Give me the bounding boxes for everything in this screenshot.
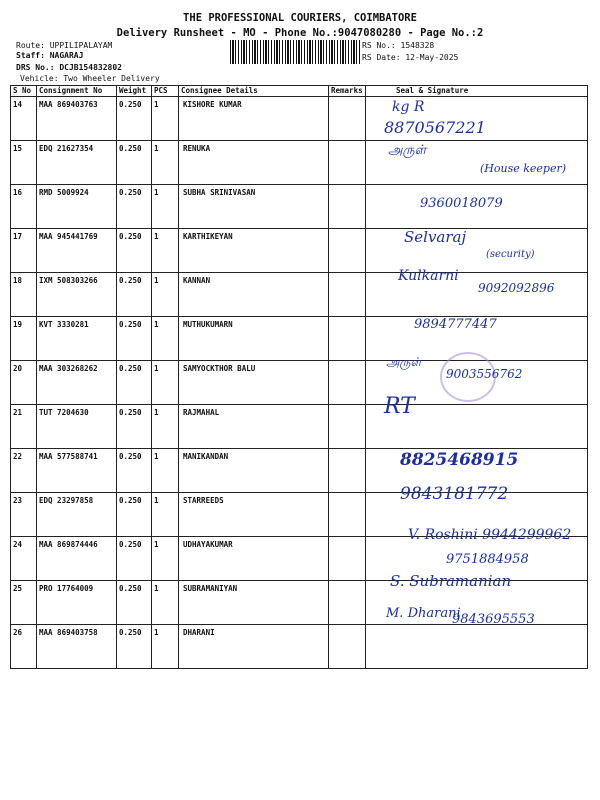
row-consignee: MUTHUKUMARN	[179, 317, 329, 361]
row-weight: 0.250	[117, 361, 152, 405]
row-sno: 25	[11, 581, 37, 625]
row-remarks	[329, 97, 366, 141]
staff: Staff: NAGARAJ	[16, 51, 84, 60]
signature-mark: அருள்	[386, 355, 422, 369]
row-sno: 20	[11, 361, 37, 405]
row-remarks	[329, 361, 366, 405]
col-weight: Weight	[117, 86, 152, 97]
row-consignment-no: MAA 577588741	[37, 449, 117, 493]
row-consignee: MANIKANDAN	[179, 449, 329, 493]
row-sno: 17	[11, 229, 37, 273]
row-remarks	[329, 229, 366, 273]
row-pcs: 1	[152, 317, 179, 361]
row-consignee: RAJMAHAL	[179, 405, 329, 449]
row-consignment-no: EDQ 21627354	[37, 141, 117, 185]
row-sno: 24	[11, 537, 37, 581]
signature-name: S. Subramanian	[390, 572, 512, 590]
row-weight: 0.250	[117, 493, 152, 537]
row-consignee: KANNAN	[179, 273, 329, 317]
signature-phone: 8870567221	[384, 118, 486, 137]
row-consignee: UDHAYAKUMAR	[179, 537, 329, 581]
row-signature-cell	[366, 229, 588, 273]
row-consignment-no: TUT 7204630	[37, 405, 117, 449]
row-sno: 22	[11, 449, 37, 493]
row-consignment-no: MAA 869874446	[37, 537, 117, 581]
row-sno: 23	[11, 493, 37, 537]
row-remarks	[329, 449, 366, 493]
signature-phone: 9751884958	[446, 552, 529, 567]
row-weight: 0.250	[117, 581, 152, 625]
drs-number: DRS No.: DCJB154832802	[16, 63, 122, 72]
row-remarks	[329, 537, 366, 581]
row-sno: 21	[11, 405, 37, 449]
row-consignment-no: MAA 869403763	[37, 97, 117, 141]
col-remarks: Remarks	[329, 86, 366, 97]
signature-phone: 8825468915	[400, 450, 519, 470]
row-consignee: SUBRAMANIYAN	[179, 581, 329, 625]
row-pcs: 1	[152, 537, 179, 581]
signature-phone: 9360018079	[420, 196, 503, 211]
row-weight: 0.250	[117, 185, 152, 229]
row-weight: 0.250	[117, 273, 152, 317]
row-sno: 26	[11, 625, 37, 669]
row-consignment-no: MAA 869403758	[37, 625, 117, 669]
row-pcs: 1	[152, 141, 179, 185]
row-sno: 16	[11, 185, 37, 229]
col-consignment: Consignment No	[37, 86, 117, 97]
row-weight: 0.250	[117, 405, 152, 449]
table-row	[11, 625, 588, 669]
row-pcs: 1	[152, 185, 179, 229]
row-consignee: KARTHIKEYAN	[179, 229, 329, 273]
row-pcs: 1	[152, 229, 179, 273]
row-sno: 18	[11, 273, 37, 317]
signature-mark: அருள்	[388, 143, 427, 158]
row-remarks	[329, 141, 366, 185]
company-title: THE PROFESSIONAL COURIERS, COIMBATORE	[183, 12, 417, 24]
row-remarks	[329, 185, 366, 229]
row-pcs: 1	[152, 493, 179, 537]
row-sno: 14	[11, 97, 37, 141]
row-weight: 0.250	[117, 141, 152, 185]
row-remarks	[329, 317, 366, 361]
vehicle: Vehicle: Two Wheeler Delivery	[20, 74, 160, 83]
barcode	[230, 40, 360, 64]
signature-name: M. Dharani	[386, 606, 461, 621]
route: Route: UPPILIPALAYAM	[16, 41, 113, 50]
rs-number: RS No.: 1548328	[362, 41, 435, 50]
row-pcs: 1	[152, 581, 179, 625]
signature-phone: 9894777447	[414, 317, 497, 332]
row-consignment-no: MAA 945441769	[37, 229, 117, 273]
row-consignment-no: EDQ 23297858	[37, 493, 117, 537]
row-remarks	[329, 493, 366, 537]
row-weight: 0.250	[117, 449, 152, 493]
row-weight: 0.250	[117, 229, 152, 273]
table-header-row	[11, 86, 588, 97]
row-consignment-no: RMD 5009924	[37, 185, 117, 229]
signature-mark: RT	[384, 394, 415, 419]
row-pcs: 1	[152, 449, 179, 493]
row-weight: 0.250	[117, 317, 152, 361]
row-remarks	[329, 581, 366, 625]
row-consignment-no: IXM 508303266	[37, 273, 117, 317]
row-consignee: SUBHA SRINIVASAN	[179, 185, 329, 229]
signature-phone: 9843695553	[452, 612, 535, 627]
row-sno: 19	[11, 317, 37, 361]
signature-name: Kulkarni	[398, 268, 459, 284]
row-pcs: 1	[152, 625, 179, 669]
row-pcs: 1	[152, 405, 179, 449]
row-weight: 0.250	[117, 537, 152, 581]
rs-date: RS Date: 12-May-2025	[362, 53, 459, 62]
table-row	[11, 317, 588, 361]
table-row	[11, 97, 588, 141]
row-consignment-no: KVT 3330281	[37, 317, 117, 361]
col-signature: Seal & Signature	[366, 86, 588, 97]
row-consignee: DHARANI	[179, 625, 329, 669]
row-remarks	[329, 625, 366, 669]
signature-note: (House keeper)	[480, 162, 567, 175]
signature-phone: 9843181772	[400, 484, 509, 504]
row-signature-cell	[366, 625, 588, 669]
signature-name: Selvaraj	[404, 228, 467, 246]
col-consignee: Consignee Details	[179, 86, 329, 97]
runsheet-subtitle: Delivery Runsheet - MO - Phone No.:9047080280 - Page No.:2	[116, 27, 484, 39]
signature-mark: kg R	[392, 99, 425, 115]
table-row	[11, 405, 588, 449]
signature-phone: 9092092896	[478, 281, 555, 295]
row-consignee: RENUKA	[179, 141, 329, 185]
row-consignee: KISHORE KUMAR	[179, 97, 329, 141]
row-consignee: STARREEDS	[179, 493, 329, 537]
row-consignee: SAMYOCKTHOR BALU	[179, 361, 329, 405]
row-weight: 0.250	[117, 625, 152, 669]
signature-note: (security)	[486, 249, 535, 260]
row-consignment-no: PRO 17764009	[37, 581, 117, 625]
col-pcs: PCS	[152, 86, 179, 97]
row-consignment-no: MAA 303268262	[37, 361, 117, 405]
signature-phone: 9003556762	[446, 367, 523, 381]
row-sno: 15	[11, 141, 37, 185]
row-weight: 0.250	[117, 97, 152, 141]
row-remarks	[329, 273, 366, 317]
row-pcs: 1	[152, 97, 179, 141]
row-pcs: 1	[152, 361, 179, 405]
col-sno: S No	[11, 86, 37, 97]
row-remarks	[329, 405, 366, 449]
signature-name: V. Roshini 9944299962	[408, 527, 572, 543]
row-pcs: 1	[152, 273, 179, 317]
